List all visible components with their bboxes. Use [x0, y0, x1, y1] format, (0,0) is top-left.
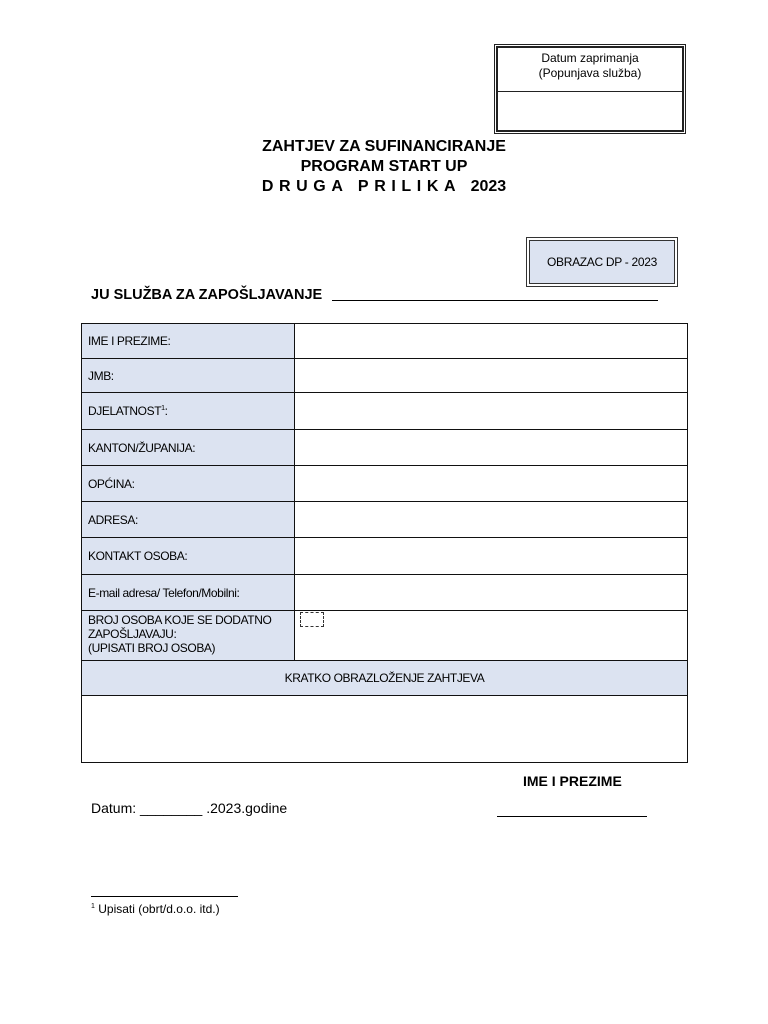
footnote-mark: 1	[91, 903, 95, 910]
form-label-new-employees-line2: ZAPOŠLJAVAJU:	[88, 627, 177, 641]
date-line[interactable]: Datum: ________ .2023.godine	[91, 800, 288, 816]
form-label-address: ADRESA:	[82, 502, 295, 538]
footnote	[91, 902, 220, 916]
form-row-canton	[82, 430, 688, 466]
form-label-new-employees-line1: BROJ OSOBA KOJE SE DODATNO	[88, 613, 272, 627]
receipt-date-note: (Popunjava služba)	[538, 66, 642, 80]
title-line-2: PROGRAM START UP	[300, 158, 468, 175]
form-field-contact[interactable]	[295, 538, 688, 575]
footnote-divider	[91, 896, 238, 897]
footnote-text: Upisati (obrt/d.o.o. itd.)	[94, 902, 220, 916]
form-label-canton: KANTON/ŽUPANIJA:	[82, 430, 295, 466]
form-row-contact	[82, 538, 688, 575]
receipt-date-header	[498, 48, 682, 92]
footnote-reference: 1	[161, 405, 165, 412]
form-row-justification-heading	[82, 661, 688, 696]
office-label: JU SLUŽBA ZA ZAPOŠLJAVANJE	[91, 287, 323, 303]
applicant-form-table	[81, 323, 688, 763]
form-label-activity-colon: :	[164, 404, 168, 418]
office-line	[91, 286, 658, 303]
form-label-email-phone: E-mail adresa/ Telefon/Mobilni:	[82, 575, 295, 611]
signature-line[interactable]	[497, 816, 647, 817]
form-label-jmb: JMB:	[82, 359, 295, 393]
receipt-date-label: Datum zaprimanja	[541, 51, 639, 65]
form-field-jmb[interactable]	[295, 359, 688, 393]
form-label-new-employees	[82, 611, 295, 661]
form-field-activity[interactable]	[295, 393, 688, 430]
form-field-municipality[interactable]	[295, 466, 688, 502]
form-label-activity	[82, 393, 295, 430]
form-row-email-phone	[82, 575, 688, 611]
form-label-new-employees-line3: (UPISATI BROJ OSOBA)	[88, 641, 216, 655]
form-row-justification	[82, 696, 688, 763]
form-label-activity-text: DJELATNOST	[88, 404, 162, 418]
justification-field[interactable]	[82, 696, 688, 763]
number-input-box[interactable]	[300, 612, 324, 627]
signature-name-label: IME I PREZIME	[523, 773, 622, 789]
form-field-canton[interactable]	[295, 430, 688, 466]
form-field-new-employees[interactable]	[295, 611, 688, 661]
document-title	[184, 137, 584, 197]
form-label-municipality: OPĆINA:	[82, 466, 295, 502]
title-year: 2023	[470, 178, 507, 195]
title-line-1: ZAHTJEV ZA SUFINANCIRANJE	[262, 138, 506, 155]
form-code-badge: OBRAZAC DP - 2023	[526, 237, 678, 287]
title-line-3	[184, 177, 584, 197]
form-field-name[interactable]	[295, 324, 688, 359]
form-field-address[interactable]	[295, 502, 688, 538]
form-row-activity	[82, 393, 688, 430]
form-row-municipality	[82, 466, 688, 502]
form-row-jmb	[82, 359, 688, 393]
form-label-contact: KONTAKT OSOBA:	[82, 538, 295, 575]
title-program-name: DRUGA PRILIKA	[261, 178, 461, 195]
form-label-name: IME I PREZIME:	[82, 324, 295, 359]
form-row-address	[82, 502, 688, 538]
receipt-date-box	[496, 46, 684, 132]
justification-heading: KRATKO OBRAZLOŽENJE ZAHTJEVA	[82, 661, 688, 696]
form-field-email-phone[interactable]	[295, 575, 688, 611]
office-blank-field[interactable]	[332, 286, 658, 301]
form-row-name	[82, 324, 688, 359]
receipt-date-field[interactable]	[498, 92, 682, 130]
form-row-new-employees	[82, 611, 688, 661]
